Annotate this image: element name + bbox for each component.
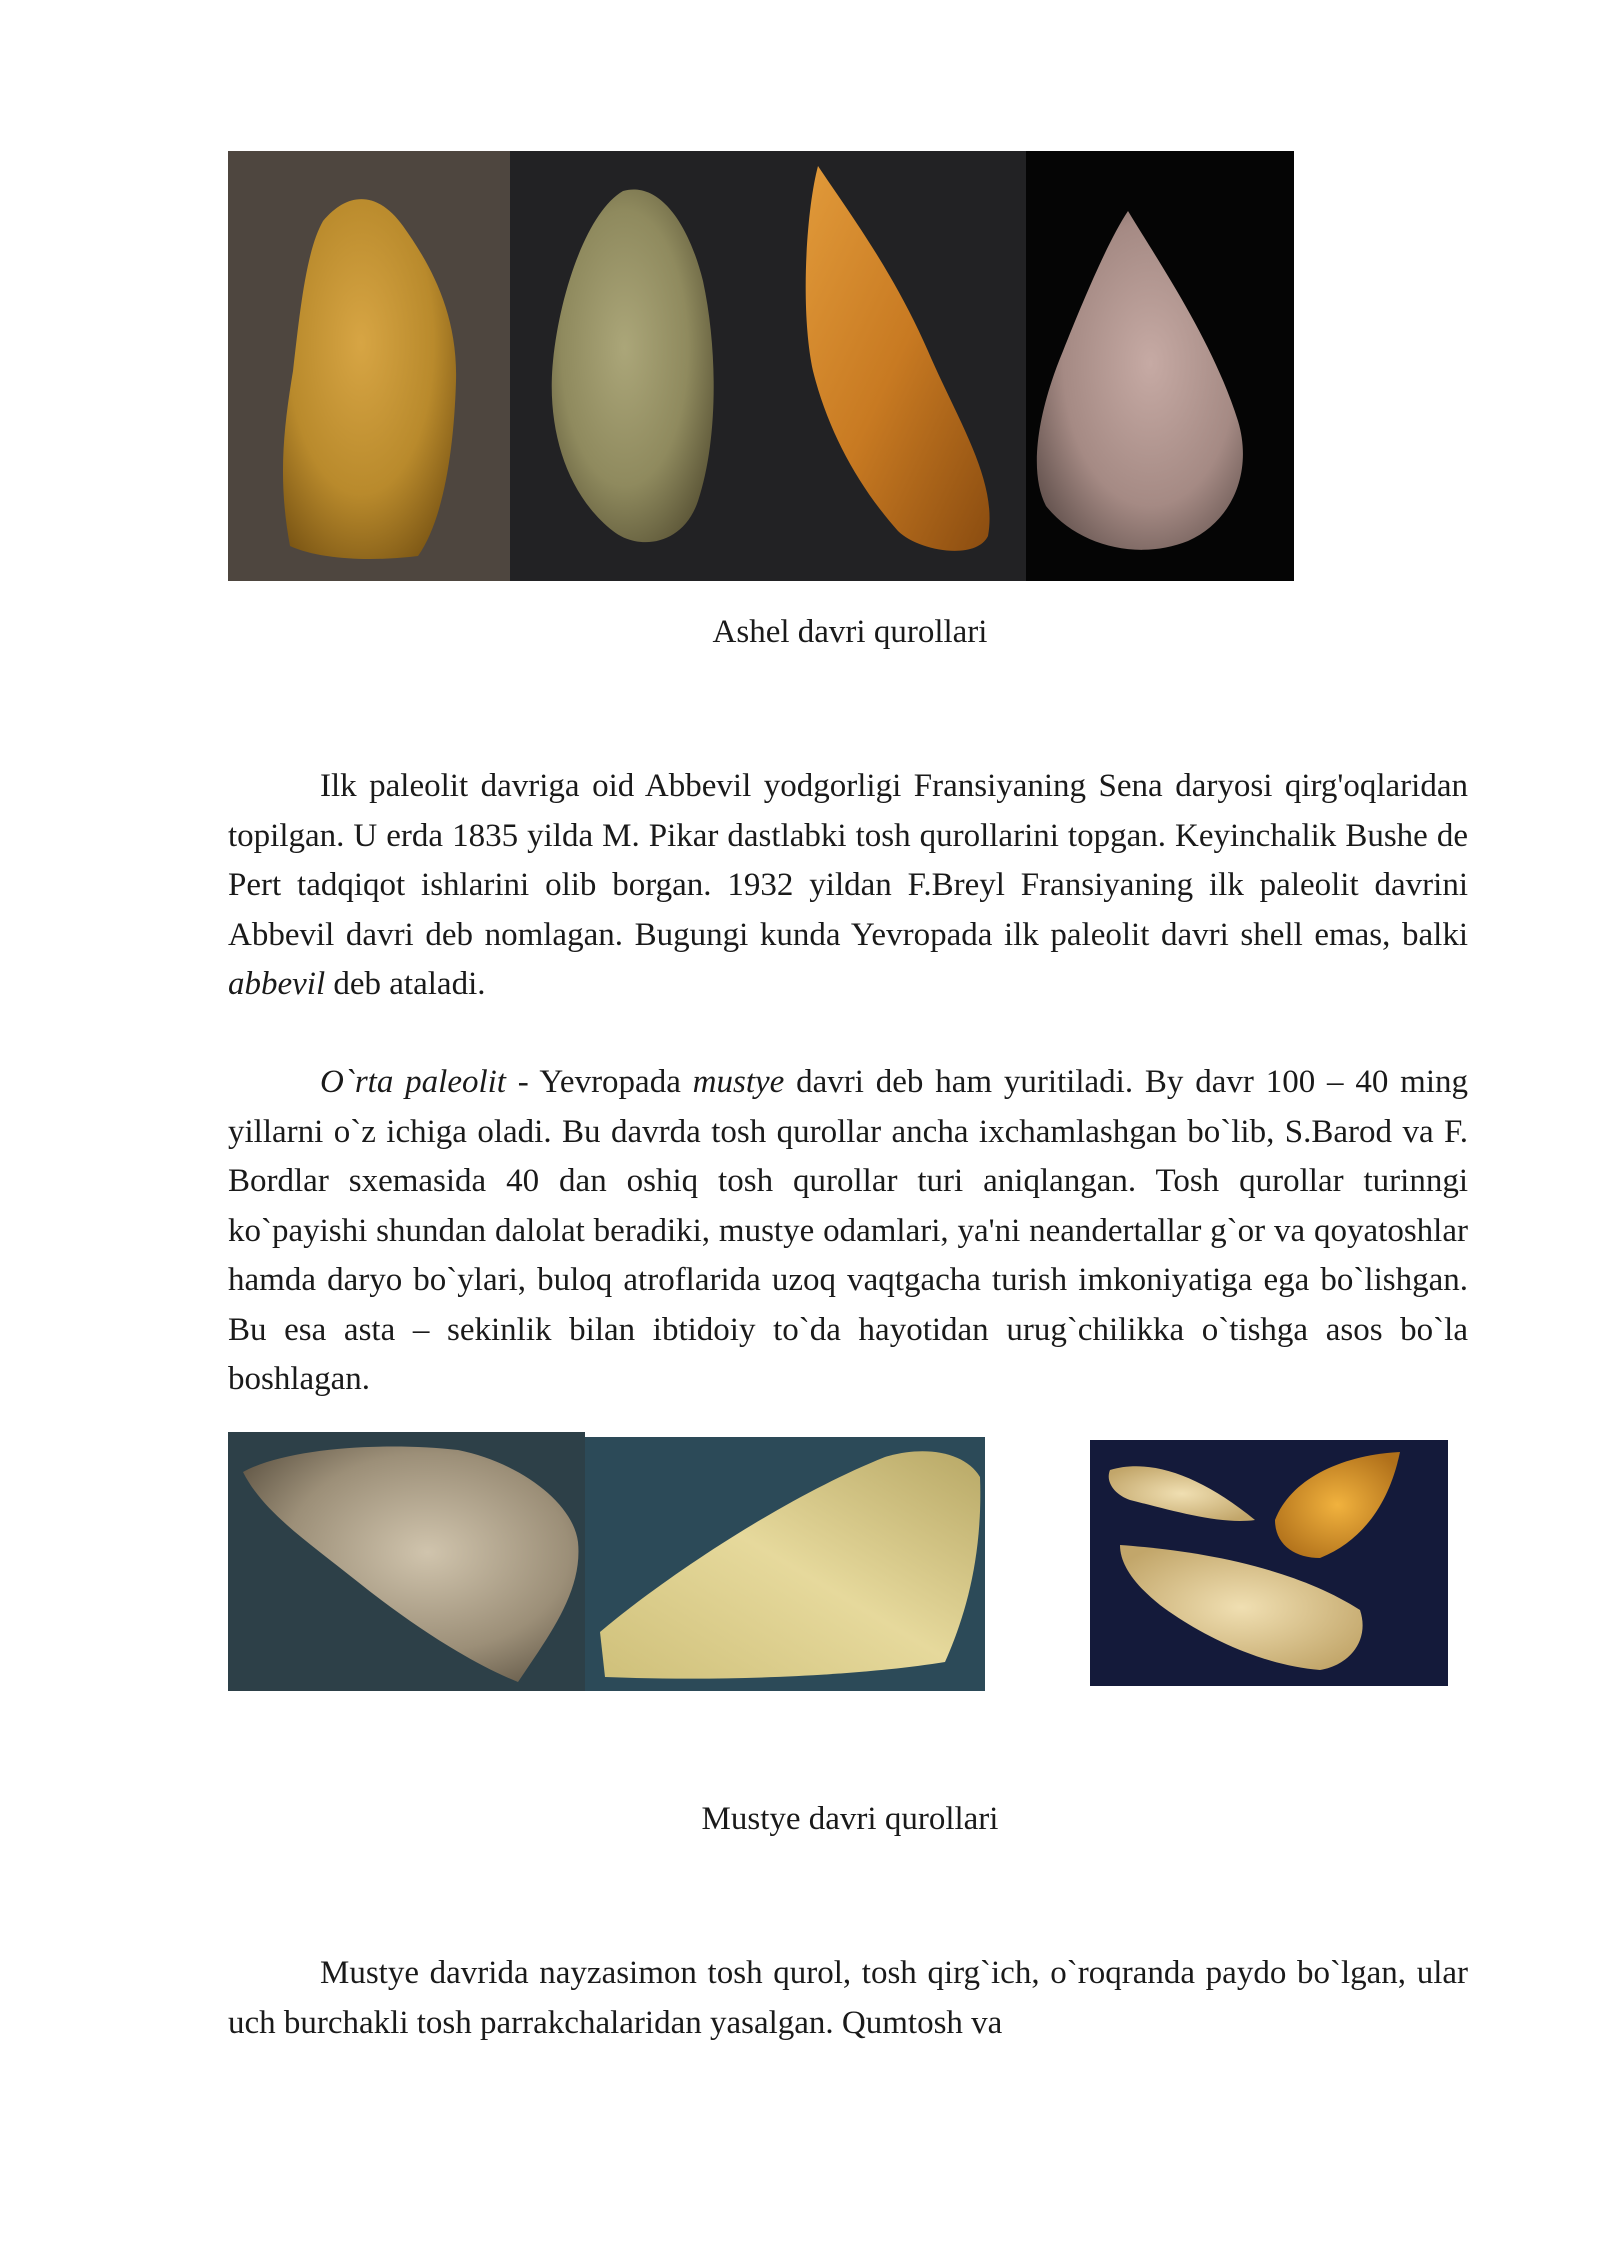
paragraph-mustye	[228, 1949, 1468, 2048]
mousterian-scraper-image	[585, 1437, 985, 1691]
acheulean-tools-photo-strip	[228, 151, 1294, 581]
paragraph-orta-text-a: - Yevropada	[505, 1064, 693, 1100]
paragraph-abbevil-end: deb ataladi.	[325, 966, 486, 1002]
mousterian-point-image	[228, 1432, 585, 1691]
term-orta-paleolit: O`rta paleolit	[320, 1064, 506, 1100]
figure-1-caption: Ashel davri qurollari	[712, 614, 988, 650]
figure-2-caption: Mustye davri qurollari	[701, 1801, 999, 1837]
paragraph-orta-text-b: davri deb ham yuritiladi. By davr 100 – 40 ming yillarni o`z ichiga oladi. Bu davrda tosh qurollar ancha ixchamlashgan bo`lib, S.Barod va F. Bordlar sxemasida 40 dan oshiq tosh qurollar turi aniqlangan. Tosh qurollar turinngi ko`payishi shundan dalolat beradiki, mustye odamlari, ya'ni neandertallar g`or va qoyatoshlar hamda daryo bo`ylari, buloq atroflarida uzoq vaqtgacha turish imkoniyatiga ega bo`lishgan. Bu esa asta – sekinlik bilan ibtidoiy to`da hayotidan urug`chilikka o`tishga asos bo`la boshlagan.	[228, 1064, 1468, 1397]
term-abbevil: abbevil	[228, 966, 326, 1002]
mousterian-flakes-image	[1090, 1440, 1448, 1686]
term-mustye: mustye	[692, 1064, 785, 1100]
paragraph-orta-paleolit	[228, 1058, 1468, 1405]
paragraph-abbevil-text: Ilk paleolit davriga oid Abbevil yodgorligi Fransiyaning Sena daryosi qirg'oqlaridan topilgan. U erda 1835 yilda M. Pikar dastlabki tosh qurollarini topgan. Keyinchalik Bushe de Pert tadqiqot ishlarini olib borgan. 1932 yildan F.Breyl Fransiyaning ilk paleolit davrini Abbevil davri deb nomlagan. Bugungi kunda Yevropada ilk paleolit davri shell emas, balki	[228, 768, 1468, 953]
paragraph-abbevil	[228, 762, 1468, 1010]
paragraph-mustye-text: Mustye davrida nayzasimon tosh qurol, tosh qirg`ich, o`roqranda paydo bo`lgan, ular uch burchakli tosh parrakchalaridan yasalgan. Qumtosh va	[228, 1955, 1468, 2041]
